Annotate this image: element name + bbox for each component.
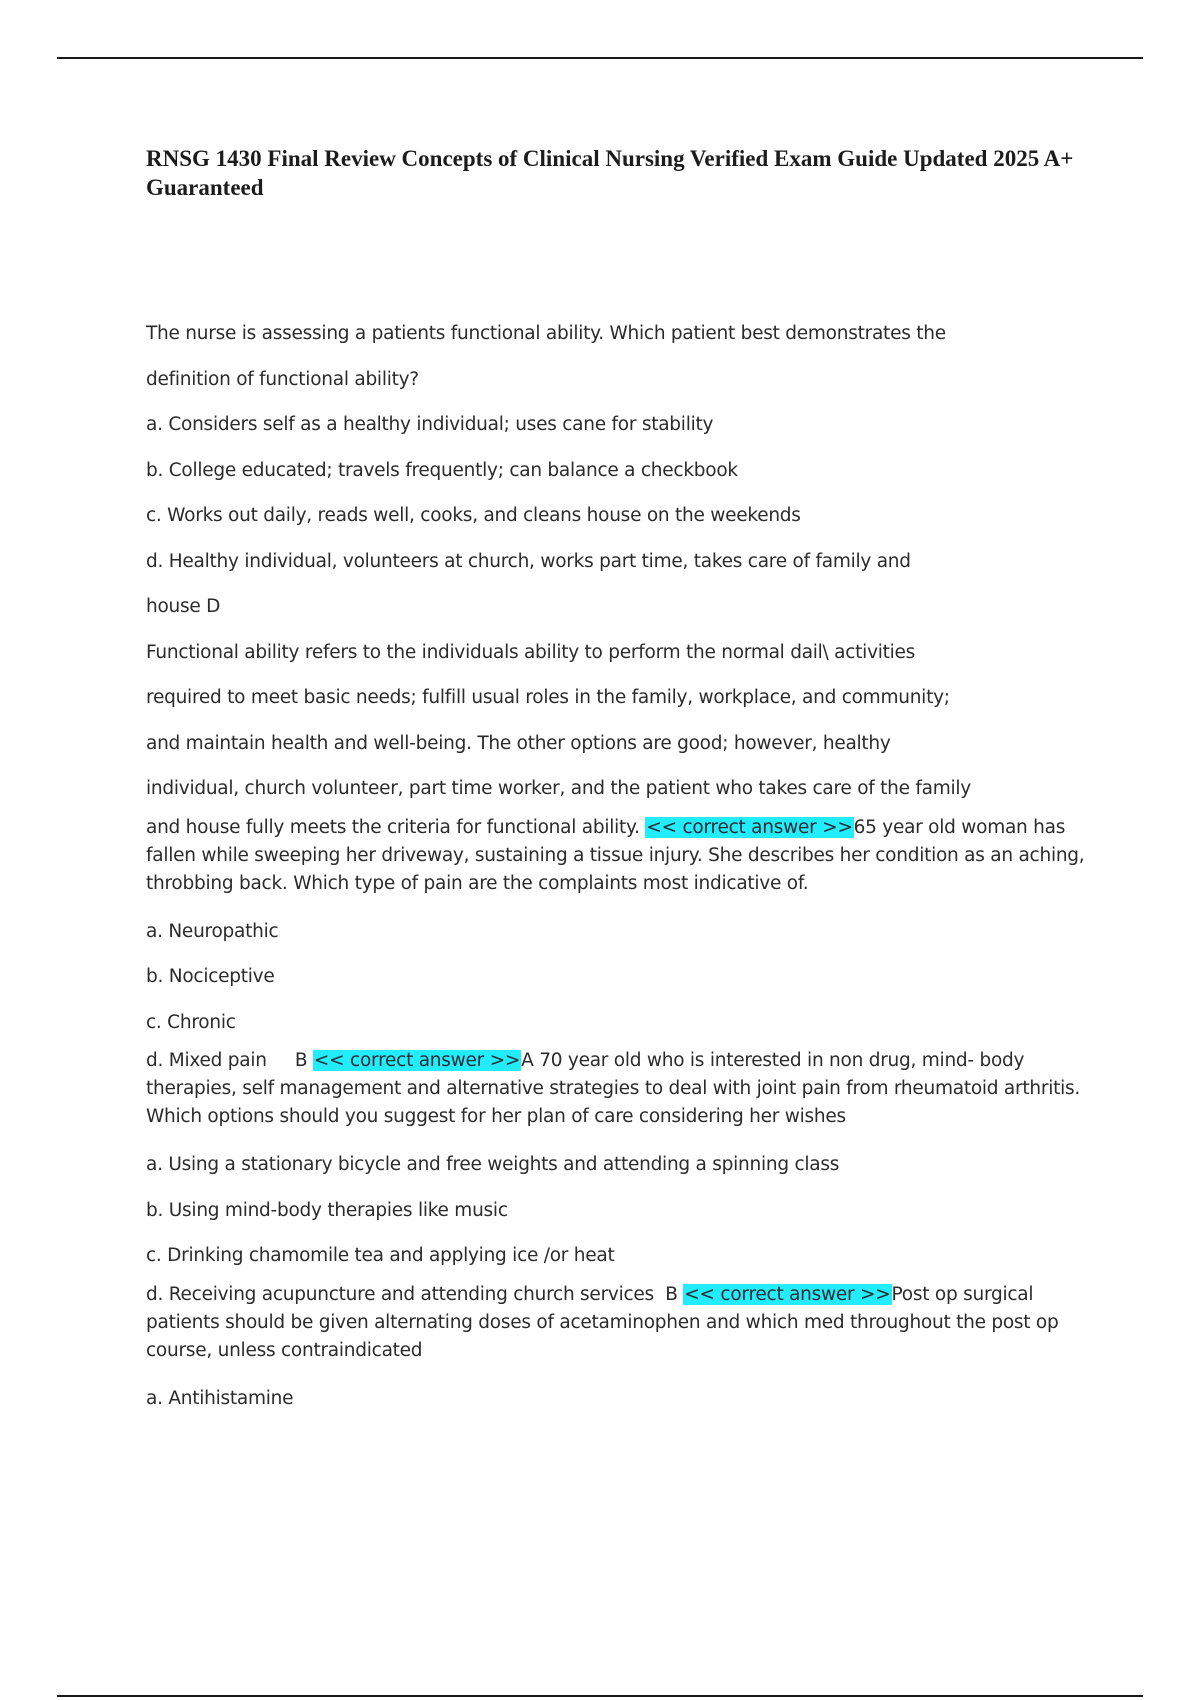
q1-option-c: c. Works out daily, reads well, cooks, and cleans house on the weekends [146, 505, 801, 526]
q1-stem-line: definition of functional ability? [146, 368, 419, 390]
header-rule [57, 57, 1143, 59]
footer-rule [57, 1695, 1143, 1697]
q1-rationale-line: Functional ability refers to the individuals ability to perform the normal dail\ activities [146, 641, 916, 663]
q1-option-d-answer: house D [146, 596, 221, 617]
document-title: RNSG 1430 Final Review Concepts of Clinical Nursing Verified Exam Guide Updated 2025 A+ Guaranteed [146, 146, 1074, 200]
q3-option-d: d. Receiving acupuncture and attending church services B [146, 1283, 684, 1305]
q1-rationale-line: individual, church volunteer, part time worker, and the patient who takes care of the family [146, 778, 972, 799]
q1-rationale-line: required to meet basic needs; fulfill usual roles in the family, workplace, and community; [146, 687, 950, 708]
correct-answer-marker: << correct answer >> [313, 1050, 521, 1071]
q2-option-b: b. Nociceptive [146, 966, 275, 987]
q3-option-b: b. Using mind-body therapies like music [146, 1199, 508, 1221]
q2-option-c: c. Chronic [146, 1011, 236, 1033]
q3-option-c: c. Drinking chamomile tea and applying ice /or heat [146, 1245, 615, 1266]
q3-stem: A 70 year old who is interested in non drug, mind- body therapies, self management and alternative strategies to deal with joint pain from rheumatoid arthritis. Which options should you suggest for her plan of care considering her wishes [146, 1050, 1080, 1127]
q3-option-a: a. Using a stationary bicycle and free weights and attending a spinning class [146, 1154, 840, 1175]
q4-option-a: a. Antihistamine [146, 1387, 294, 1409]
q1-rationale-and-q2-stem [146, 814, 1086, 898]
q2-answer-and-q3-stem [146, 1047, 1086, 1131]
q2-option-a: a. Neuropathic [146, 920, 279, 942]
correct-answer-marker: << correct answer >> [684, 1283, 891, 1305]
q1-rationale-line: and house fully meets the criteria for functional ability. [146, 816, 646, 838]
q1-rationale-line: and maintain health and well-being. The other options are good; however, healthy [146, 732, 891, 754]
q2-stem: 65 year old woman has fallen while sweeping her driveway, sustaining a tissue injury. She describes her condition as an aching, throbbing back. Which type of pain are the complaints most indicative of. [146, 816, 1085, 894]
document-body [146, 318, 1086, 1428]
q2-option-d: d. Mixed pain B [146, 1050, 313, 1071]
q4-stem: Post op surgical patients should be given alternating doses of acetaminophen and which med throughout the post op course, unless contraindicated [146, 1283, 1059, 1361]
correct-answer-marker: << correct answer >> [646, 816, 853, 838]
q3-answer-and-q4-stem [146, 1281, 1086, 1365]
q1-option-a: a. Considers self as a healthy individual; uses cane for stability [146, 414, 714, 435]
q1-option-b: b. College educated; travels frequently; can balance a checkbook [146, 459, 738, 481]
q1-option-d: d. Healthy individual, volunteers at church, works part time, takes care of family and [146, 550, 911, 572]
q1-stem-line: The nurse is assessing a patients functional ability. Which patient best demonstrates the [146, 323, 946, 344]
